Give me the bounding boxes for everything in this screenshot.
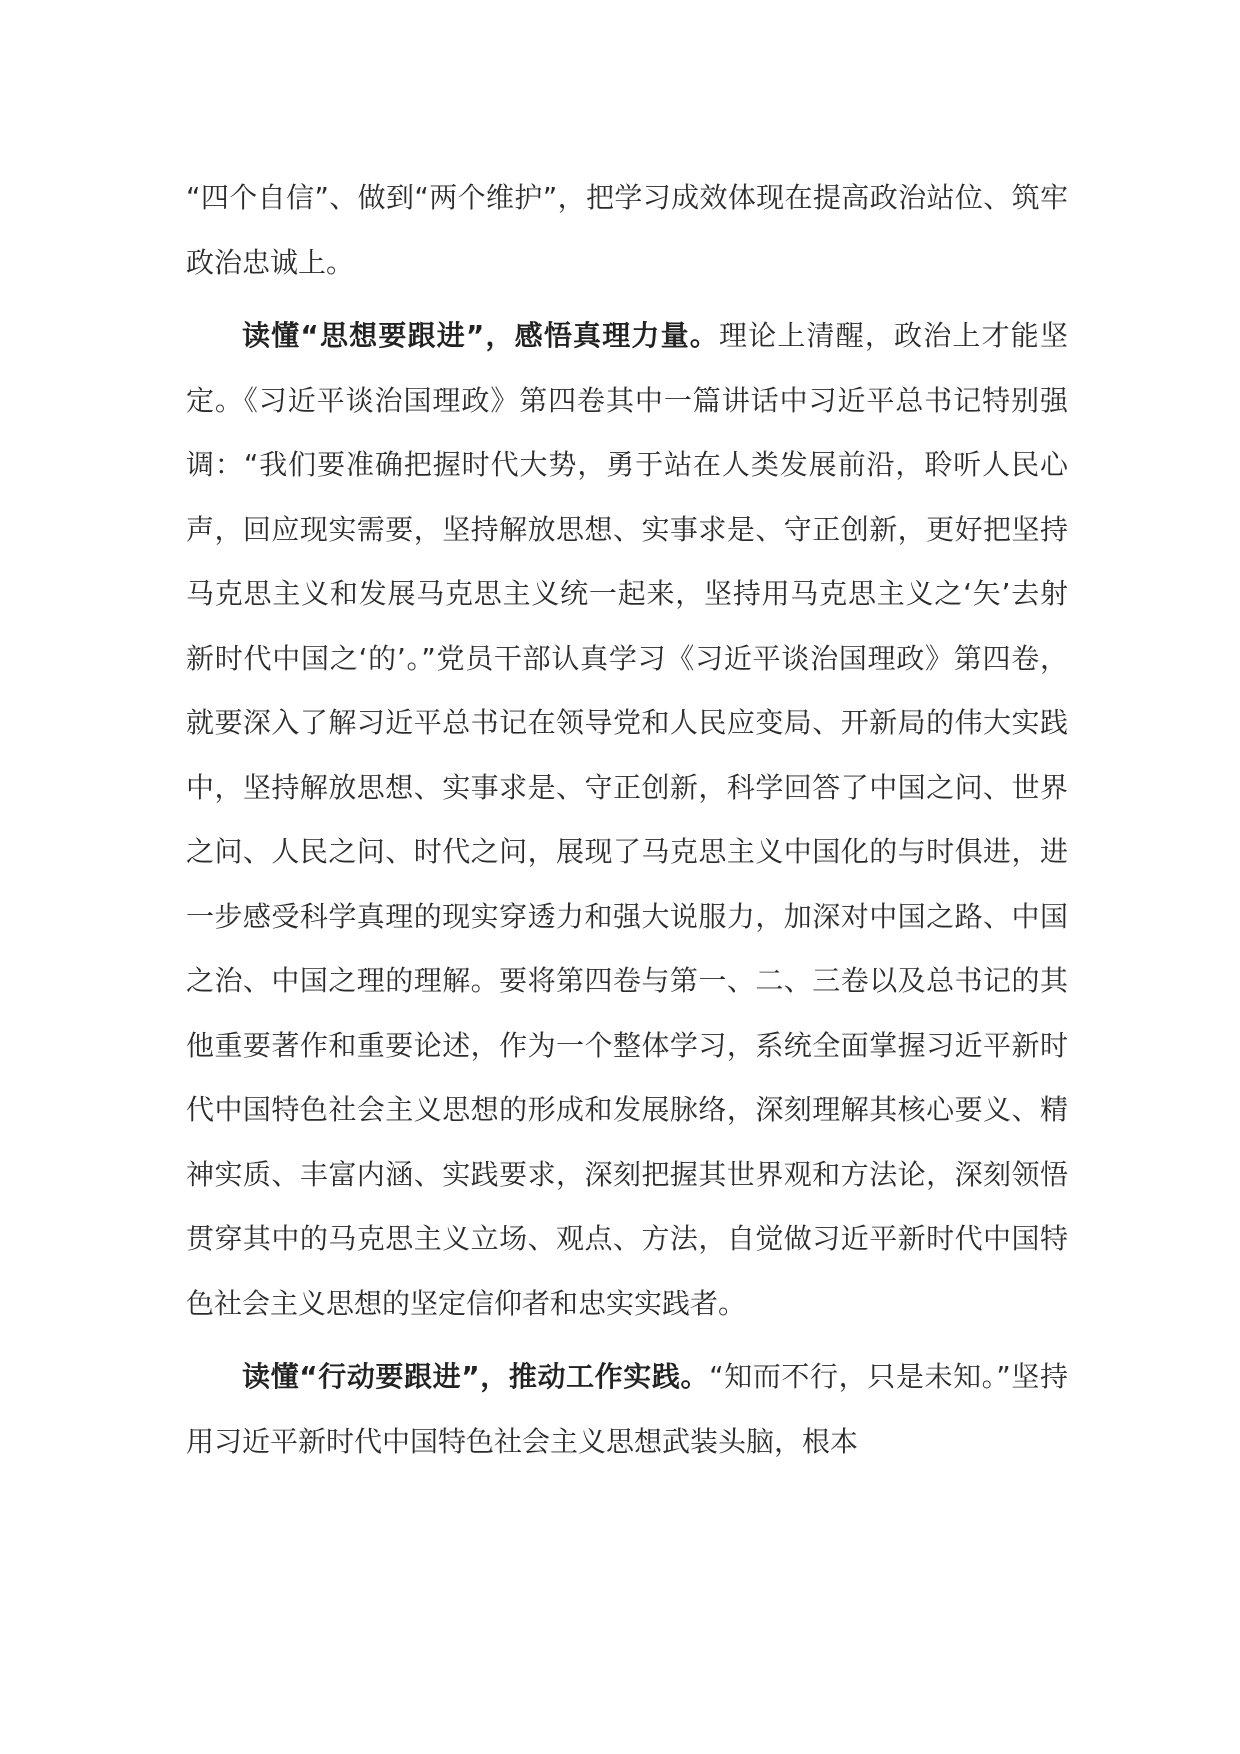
paragraph-lead-heading: 读懂“行动要跟进”，推动工作实践。 [242,1360,710,1393]
paragraph-thought-follow-up [186,304,1068,1336]
paragraph-continuation [186,166,1068,295]
paragraph-text: “四个自信”、做到“两个维护”，把学习成效体现在提高政治站位、筑牢政治忠诚上。 [186,181,1068,279]
document-body [186,166,1068,1474]
paragraph-text: “知而不行，只是未知。”坚持用习近平新时代中国特色社会主义思想武装头脑，根本 [186,1360,1068,1458]
paragraph-text: 理论上清醒，政治上才能坚定。《习近平谈治国理政》第四卷其中一篇讲话中习近平总书记特别强调：“我们要准确把握时代大势，勇于站在人类发展前沿，聆听人民心声，回应现实需要，坚持解放思想、实事求是、守正创新，更好把坚持马克思主义和发展马克思主义统一起来，坚持用马克思主义之‘矢’去射新时代中国之‘的’。”党员干部认真学习《习近平谈治国理政》第四卷，就要深入了解习近平总书记在领导党和人民应变局、开新局的伟大实践中，坚持解放思想、实事求是、守正创新，科学回答了中国之问、世界之问、人民之问、时代之问，展现了马克思主义中国化的与时俱进，进一步感受科学真理的现实穿透力和强大说服力，加深对中国之路、中国之治、中国之理的理解。要将第四卷与第一、二、三卷以及总书记的其他重要著作和重要论述，作为一个整体学习，系统全面掌握习近平新时代中国特色社会主义思想的形成和发展脉络，深刻理解其核心要义、精神实质、丰富内涵、实践要求，深刻把握其世界观和方法论，深刻领悟贯穿其中的马克思主义立场、观点、方法，自觉做习近平新时代中国特色社会主义思想的坚定信仰者和忠实实践者。 [186,319,1068,1320]
paragraph-action-follow-up [186,1345,1068,1474]
paragraph-lead-heading: 读懂“思想要跟进”，感悟真理力量。 [242,319,719,352]
